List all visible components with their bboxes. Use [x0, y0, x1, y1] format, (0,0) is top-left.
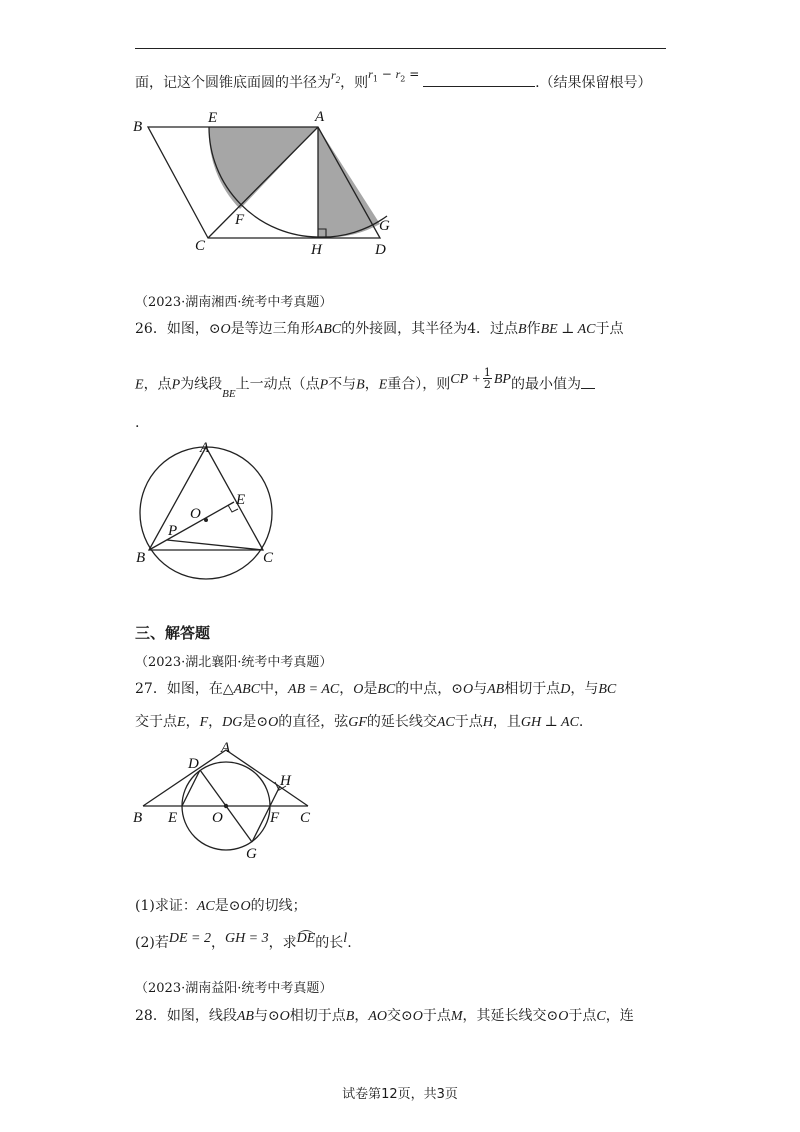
label-a: A	[315, 109, 325, 125]
q28-source: （2023·湖南益阳·统考中考真题）	[135, 981, 333, 996]
section-title: 三、解答题	[135, 624, 211, 642]
center-dot-o-27	[224, 804, 228, 808]
label-c-26: C	[263, 550, 274, 566]
q27-part1: (1)求证：AC是⊙O的切线；	[135, 898, 307, 914]
q27-line1: 27．如图，在△ABC中，AB = AC，O是BC的中点，⊙O与AB相切于点D，与BC	[135, 681, 617, 697]
label-e: E	[208, 110, 218, 126]
q27-part2: (2)若DE = 2，GH = 3，求DE的长l.	[135, 931, 352, 951]
label-d: D	[375, 242, 386, 258]
label-g: G	[379, 218, 390, 234]
label-a-27: A	[221, 740, 231, 756]
q26-source: （2023·湖南湘西·统考中考真题）	[135, 295, 333, 310]
q27-source: （2023·湖北襄阳·统考中考真题）	[135, 655, 333, 670]
label-h: H	[311, 242, 322, 258]
label-b-27: B	[133, 810, 143, 826]
q26-line3: .	[135, 415, 140, 431]
q27-line2: 交于点E，F，DG是⊙O的直径，弦GF的延长线交AC于点H，且GH ⊥ AC.	[135, 714, 584, 730]
label-e-26: E	[236, 492, 246, 508]
label-g-27: G	[246, 846, 257, 862]
page-footer: 试卷第12页，共3页	[342, 1087, 458, 1102]
q26-line1: 26．如图，⊙O是等边三角形ABC的外接圆，其半径为4．过点B作BE ⊥ AC于点	[135, 321, 624, 337]
label-b: B	[133, 119, 143, 135]
label-o-27: O	[212, 810, 223, 826]
segment-de	[182, 770, 200, 806]
label-p-26: P	[168, 523, 178, 539]
label-c-27: C	[300, 810, 311, 826]
q26-line2: E，点P为线段$_{BE}$上一动点（点P不与B，E重合），则CP + $\frac{1}{2}$ BP的最小值为	[135, 373, 595, 396]
label-c: C	[195, 238, 206, 254]
q25-answer-line: 面，记这个圆锥底面圆的半径为$r_2$，则$r_1 - r_2$ = .（结果保留根号）	[135, 67, 652, 91]
label-b-26: B	[136, 550, 146, 566]
label-h-27: H	[280, 773, 291, 789]
label-f: F	[235, 212, 245, 228]
label-o-26: O	[190, 506, 201, 522]
label-a-26: A	[200, 440, 210, 456]
label-e-27: E	[168, 810, 178, 826]
label-f-27: F	[270, 810, 280, 826]
fraction-one-half: $\frac{1}{2}$	[483, 366, 491, 391]
label-d-27: D	[188, 756, 199, 772]
q28-line1: 28．如图，线段AB与⊙O相切于点B，AO交⊙O于点M，其延长线交⊙O于点C，连	[135, 1008, 634, 1024]
